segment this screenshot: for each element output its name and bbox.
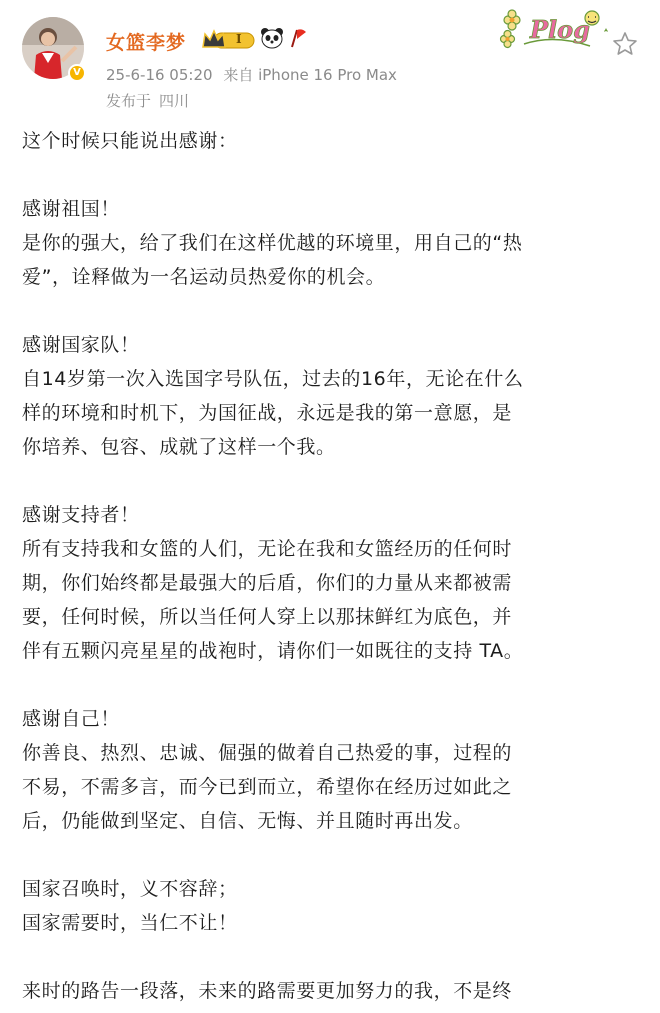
post-timestamp: 25-6-16 05:20 [106, 66, 213, 84]
closing-line: 国家需要时，当仁不让！ [22, 912, 238, 934]
section-line: 伴有五颗闪亮星星的战袍时，请你们一如既往的支持 TA。 [22, 640, 524, 662]
section-line: 期，你们始终都是最强大的后盾，你们的力量从来都被需 [22, 572, 513, 594]
location-value: 四川 [159, 92, 190, 110]
user-badges [200, 27, 308, 53]
red-flag-icon [288, 27, 308, 53]
section-line: 样的环境和时机下，为国征战，永远是我的第一意愿，是 [22, 402, 513, 424]
panda-icon [260, 27, 284, 53]
section-heading: 感谢支持者！ [22, 504, 140, 526]
post-header [0, 0, 660, 118]
section-line: 你培养、包容、成就了这样一个我。 [22, 436, 336, 458]
closing-line: 国家召唤时，义不容辞； [22, 878, 238, 900]
star-outline-icon[interactable] [612, 31, 638, 57]
post-location [106, 90, 189, 111]
section-line: 自14岁第一次入选国字号队伍，过去的16年，无论在什么 [22, 368, 524, 390]
plog-sticker-text: Plog [530, 15, 590, 44]
post-body [22, 124, 642, 1008]
verified-mark: V [70, 66, 84, 80]
closing-lines [22, 872, 642, 940]
section-line: 后，仍能做到坚定、自信、无悔、并且随时再出发。 [22, 810, 473, 832]
section-motherland [22, 192, 642, 294]
section-line: 所有支持我和女篮的人们，无论在我和女篮经历的任何时 [22, 538, 513, 560]
section-heading: 感谢自己！ [22, 708, 121, 730]
location-label: 发布于 [106, 92, 152, 110]
cut-off-line: 来时的路告一段落，未来的路需要更加努力的我，不是终 [22, 980, 513, 1002]
section-line: 要，任何时候，所以当任何人穿上以那抹鲜红为底色，并 [22, 606, 513, 628]
verified-badge [68, 64, 86, 82]
post-source: 来自 iPhone 16 Pro Max [223, 66, 397, 84]
section-national-team [22, 328, 642, 464]
intro-text: 这个时候只能说出感谢： [22, 130, 238, 152]
crown-icon[interactable] [200, 28, 256, 52]
level-badge-text: I [236, 32, 242, 46]
section-line: 是你的强大，给了我们在这样优越的环境里，用自己的“热 [22, 232, 523, 254]
username[interactable]: 女篮李梦 [106, 32, 187, 54]
plog-sticker [494, 4, 612, 56]
section-line: 不易，不需多言，而今已到而立，希望你在经历过如此之 [22, 776, 513, 798]
section-line: 你善良、热烈、忠诚、倔强的做着自己热爱的事，过程的 [22, 742, 513, 764]
section-heading: 感谢祖国！ [22, 198, 121, 220]
section-line: 爱”，诠释做为一名运动员热爱你的机会。 [22, 266, 386, 288]
section-supporters [22, 498, 642, 668]
post-meta [106, 64, 397, 85]
section-self [22, 702, 642, 838]
section-heading: 感谢国家队！ [22, 334, 140, 356]
